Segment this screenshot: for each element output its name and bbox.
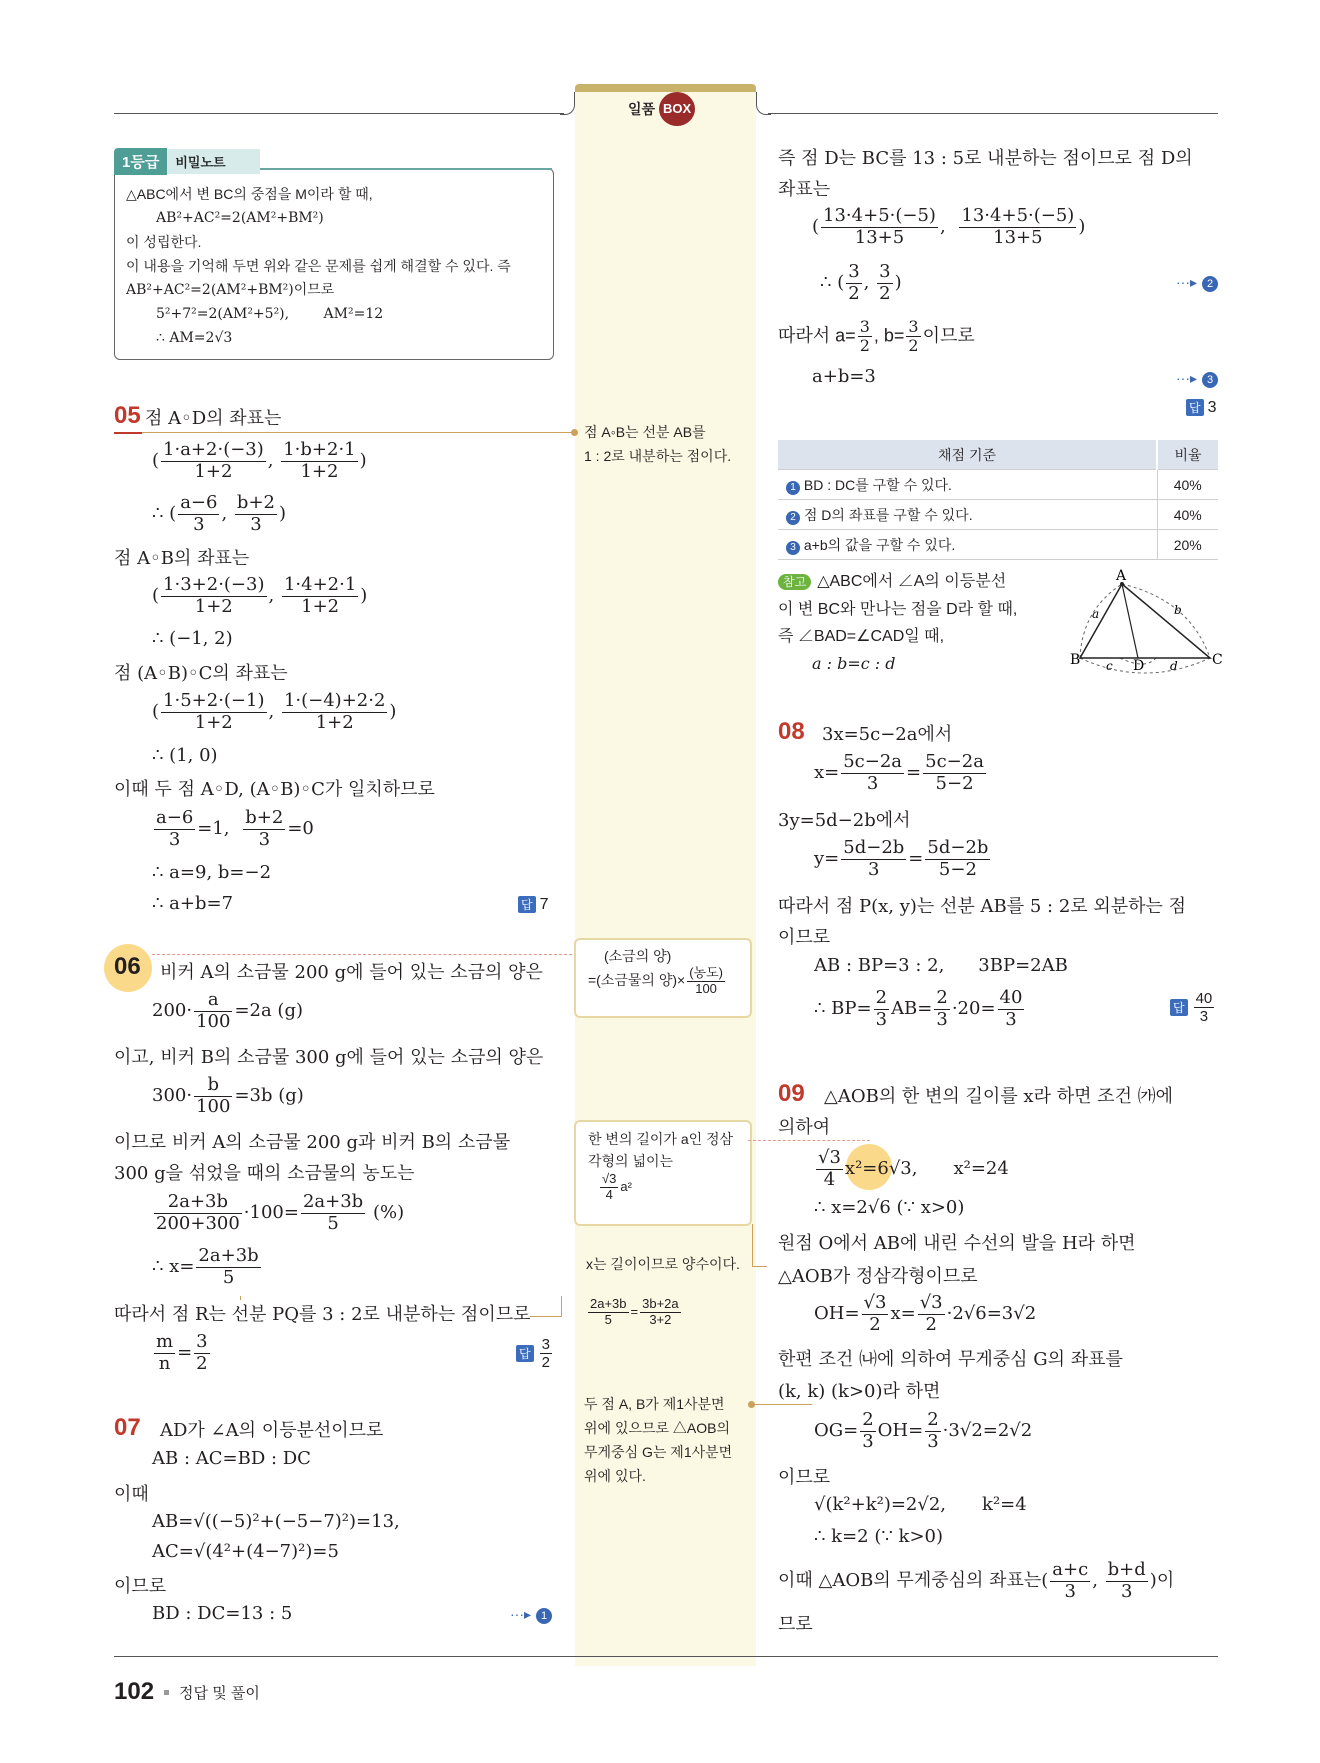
p06-formula-5 <box>152 1332 212 1374</box>
sidebar-box-2-l1: 한 변의 길이가 a인 정삼 <box>588 1131 734 1147</box>
r07-f2-d2: 2 <box>879 282 891 304</box>
p06-text-5: 따라서 점 R는 선분 PQ를 3 : 2로 내분하는 점이므로 <box>114 1300 530 1326</box>
p07-formula-3: AC=√(4²+(4−7)²)=5 <box>152 1541 339 1562</box>
p06-f2-a: 300· <box>152 1085 193 1107</box>
p06-f1-a: 200· <box>152 1000 193 1022</box>
answer-icon: 답 <box>518 896 536 913</box>
p08-answer <box>1170 990 1216 1026</box>
p09-t8-d2: 3 <box>1121 1580 1133 1602</box>
p06-f5-d1: n <box>158 1352 171 1374</box>
p09-f4-c: ·3√2=2√2 <box>942 1420 1033 1442</box>
reference-badge: 참고 <box>778 574 811 590</box>
p06-text-3: 이므로 비커 A의 소금물 200 g과 비커 B의 소금물 <box>114 1132 511 1153</box>
p08-f3-a: AB : BP=3 : 2, <box>814 955 945 976</box>
p06-f3-d2: 5 <box>327 1212 339 1234</box>
p08-f4-a: ∴ BP= <box>814 998 872 1020</box>
p05-formula-3: ( $\frac{1\cdot 3+2\cdot(-3)}{1+2}$ , $\frac{1\cdot 4+2\cdot 1}{1+2}$ ) <box>152 574 368 617</box>
p05-f5-n1: 1·5+2·(−1) <box>163 690 265 711</box>
p09-t8-n1: a+c <box>1052 1559 1089 1580</box>
r07-t3-a: 따라서 a= <box>778 325 856 346</box>
p05-f1-n2: 1·b+2·1 <box>283 439 356 460</box>
box-header <box>628 92 695 126</box>
p09-formula-6: ∴ k=2 (∵ k>0) <box>814 1526 943 1547</box>
p09-text-5: 한편 조건 ㈏에 의하여 무게중심 G의 좌표를 <box>778 1349 1123 1370</box>
p09-t8-d1: 3 <box>1064 1580 1076 1602</box>
r07-f2-a: ∴ <box>820 272 832 294</box>
p08-answer-d: 3 <box>1199 1008 1209 1026</box>
r07-f1-n1: 13·4+5·(−5) <box>823 205 936 226</box>
score-row <box>778 530 1218 560</box>
p06-formula-4 <box>152 1246 263 1288</box>
p09-f3-n2: √3 <box>919 1292 943 1313</box>
p05-f3-d1: 1+2 <box>194 595 233 617</box>
p09-text-8: 이때 △AOB의 무게중심의 좌표는( $\frac{a+c}{3}$ , $\frac{b+d}{3}$ )이 <box>778 1559 1175 1602</box>
sidebar-note-4-l1: 두 점 A, B가 제1사분면 <box>584 1396 725 1412</box>
p06-answer-n: 3 <box>541 1336 550 1353</box>
score-row <box>778 500 1218 530</box>
p08-f4-d1: 3 <box>875 1008 888 1030</box>
p08-f2-d1: 3 <box>868 858 880 880</box>
sidebar-note-4 <box>584 1392 752 1488</box>
r07-t3-d1: 2 <box>859 336 870 356</box>
r07-formula-1: ( $\frac{13\cdot 4+5\cdot(-5)}{13+5}$ , $\frac{13\cdot 4+5\cdot(-5)}{13+5}$ ) <box>812 205 1086 248</box>
secret-note-grade: 1등급 <box>114 148 167 175</box>
p09-text-4: △AOB가 정삼각형이므로 <box>778 1266 978 1287</box>
r07-formula-2: ∴ ( $\frac{3}{2}$ , $\frac{3}{2}$ ) <box>820 261 902 304</box>
p05-f7-r1: =1, <box>197 818 230 840</box>
reference-line-3: 즉 ∠BAD=∠CAD일 때, <box>778 628 945 645</box>
p09-formula-4 <box>814 1410 1032 1452</box>
p06-f3-m: ·100= <box>243 1202 299 1224</box>
sidebar-box-1-l1: (소금의 양) <box>604 948 672 964</box>
p09-text-6: (k, k) (k>0)라 하면 <box>778 1381 941 1402</box>
r07-f2-n2: 3 <box>879 261 891 282</box>
p09-f5-b: k²=4 <box>982 1494 1027 1515</box>
p08-text-3: 따라서 점 P(x, y)는 선분 AB를 5 : 2로 외분하는 점 <box>778 896 1187 917</box>
p08-f2-n1: 5d−2b <box>843 837 905 858</box>
p06-formula-2 <box>152 1075 304 1117</box>
p08-f1-d2: 5−2 <box>935 772 974 794</box>
r07-f2-d1: 2 <box>848 282 860 304</box>
p08-f1-n1: 5c−2a <box>843 751 903 772</box>
p07-text-1 <box>160 1416 383 1442</box>
p07-text-3: 이므로 <box>114 1576 167 1597</box>
secret-note-line3: 이 내용을 기억해 두면 위와 같은 문제를 쉽게 해결할 수 있다. 즉 <box>126 258 511 274</box>
problem-05-intro: 점 A◦D의 좌표는 <box>145 408 282 429</box>
p06-text-4: 300 g을 섞었을 때의 소금물의 농도는 <box>114 1163 415 1184</box>
p08-f4-d2: 3 <box>936 1008 948 1030</box>
footer-label: 정답 및 풀이 <box>179 1684 260 1702</box>
sidebar-note-4-dot <box>748 1401 755 1408</box>
footer-rule <box>114 1656 1218 1657</box>
p09-f5-a: √(k²+k²)=2√2, <box>814 1494 947 1515</box>
answer-icon: 답 <box>1170 999 1188 1016</box>
score-header-ratio: 비율 <box>1157 440 1218 470</box>
r07-marker-2 <box>1176 272 1218 292</box>
sidebar-box-1-den: 100 <box>695 980 717 996</box>
p06-f1-b: =2a (g) <box>234 1000 303 1022</box>
p09-f1-a: x²=6√3, <box>844 1158 918 1180</box>
problem-05-connector <box>142 432 574 433</box>
problem-09-number: 09 <box>778 1080 805 1107</box>
r07-t3-n1: 3 <box>859 317 870 336</box>
p07-formula-2: AB=√((−5)²+(−5−7)²)=13, <box>152 1511 400 1532</box>
p09-f4-d1: 3 <box>862 1430 874 1452</box>
figure-label-A: A <box>1116 568 1127 584</box>
secret-note-badge <box>114 148 260 175</box>
sidebar-box-2-den: 4 <box>605 1186 613 1202</box>
p08-f2-d2: 5−2 <box>938 858 977 880</box>
p05-text-4: 이때 두 점 A◦D, (A◦B)◦C가 일치하므로 <box>114 779 435 800</box>
p05-answer <box>518 896 549 914</box>
p05-f7-r2: =0 <box>287 818 314 840</box>
p09-formula-1 <box>814 1148 1009 1190</box>
p06-answer <box>516 1336 554 1372</box>
p05-f2-d2: 3 <box>250 513 262 535</box>
p06-f4-n: 2a+3b <box>198 1245 259 1266</box>
sidebar-note-1-l1: 점 A◦B는 선분 AB를 <box>584 424 706 440</box>
figure-label-a: a <box>1092 607 1100 621</box>
p09-f4-b: OH= <box>877 1420 924 1442</box>
p07-formula-1: AB : AC=BD : DC <box>152 1448 311 1469</box>
sidebar-note-3-n2: 3b+2a <box>642 1296 679 1311</box>
p06-f5-n1: m <box>156 1331 174 1352</box>
p06-f3-n1: 2a+3b <box>154 1192 242 1214</box>
r07-t3-d2: 2 <box>908 336 919 356</box>
p09-t8-b: 이 <box>1156 1570 1175 1592</box>
p05-formula-2: ∴ ( $\frac{a-6}{3}$ , $\frac{b+2}{3}$ ) <box>152 492 287 535</box>
p05-f2-d1: 3 <box>193 513 205 535</box>
p05-f3-n2: 1·4+2·1 <box>283 574 357 595</box>
p07-marker <box>510 1604 552 1624</box>
p08-f4-n2: 2 <box>936 987 948 1008</box>
r07-text-2: 좌표는 <box>778 179 831 200</box>
sidebar-note-1-l2: 1 : 2로 내분하는 점이다. <box>584 448 732 464</box>
p05-f3-d2: 1+2 <box>301 595 340 617</box>
p08-formula-4 <box>814 988 1026 1030</box>
p05-f5-d1: 1+2 <box>194 711 233 733</box>
p08-formula-3 <box>814 955 1068 976</box>
secret-note-formula3b: AM²=12 <box>323 306 384 322</box>
p06-f2-d: 100 <box>196 1095 231 1117</box>
p08-answer-n: 40 <box>1195 990 1213 1007</box>
p08-text-1: 3x=5c−2a에서 <box>822 724 953 745</box>
p07-formula-4: BD : DC=13 : 5 <box>152 1603 293 1624</box>
r07-answer <box>1186 399 1217 417</box>
r07-answer-value: 3 <box>1207 399 1217 416</box>
problem-08-number: 08 <box>778 718 805 745</box>
p09-f1-d: 4 <box>823 1168 836 1190</box>
p09-f4-n1: 2 <box>862 1409 874 1430</box>
p05-f2-n1: a−6 <box>180 492 218 513</box>
p09-f3-a: OH= <box>814 1303 860 1325</box>
p06-f2-n: b <box>194 1075 232 1097</box>
sidebar-note-1 <box>584 420 752 468</box>
p05-formula-7 <box>152 808 314 850</box>
sidebar-note-4-l2: 위에 있으므로 △AOB의 <box>584 1420 731 1436</box>
figure-label-b: b <box>1174 603 1182 617</box>
p05-formula-1: ( $\frac{1\cdot a+2\cdot(-3)}{1+2}$ , $\frac{1\cdot b+2\cdot 1}{1+2}$ ) <box>152 439 367 482</box>
sidebar-note-4-l4: 위에 있다. <box>584 1468 646 1484</box>
p08-f1-n2: 5c−2a <box>925 751 984 772</box>
r07-t3-b: , b= <box>873 325 905 346</box>
score-row-1-no: 1 <box>786 481 800 495</box>
score-table-header <box>778 440 1218 470</box>
answer-icon: 답 <box>1186 399 1204 416</box>
secret-note-label: 비밀노트 <box>167 149 259 174</box>
p09-text-7: 이므로 <box>778 1467 831 1488</box>
p09-text-3: 원점 O에서 AB에 내린 수선의 발을 H라 하면 <box>778 1233 1136 1254</box>
header-rule-left <box>114 113 564 114</box>
p08-text-2: 3y=5d−2b에서 <box>778 810 911 831</box>
figure-label-C: C <box>1212 652 1223 668</box>
p09-text-1: △AOB의 한 변의 길이를 x라 하면 조건 ㈎에 <box>824 1086 1174 1107</box>
r07-text-3 <box>778 318 975 356</box>
p05-f5-n2: 1·(−4)+2·2 <box>283 690 386 711</box>
p05-answer-value: 7 <box>539 896 549 913</box>
figure-label-B: B <box>1070 652 1081 668</box>
r07-marker-3-circle: 3 <box>1202 372 1218 388</box>
sidebar-note-2: x는 길이이므로 양수이다. <box>586 1256 740 1272</box>
r07-text-1: 즉 점 D는 BC를 13 : 5로 내분하는 점이므로 점 D의 <box>778 148 1193 169</box>
sidebar-note-3-n1: 2a+3b <box>590 1296 627 1311</box>
leader-dots-icon: ···▸ <box>510 1606 532 1622</box>
p06-f3-n2: 2a+3b <box>302 1191 364 1212</box>
score-row-3-text: a+b의 값을 구할 수 있다. <box>803 536 956 553</box>
p08-formula-2: y= $\frac{5d-2b}{3}$ = $\frac{5d-2b}{5-2}$ <box>814 837 989 880</box>
p06-formula-1 <box>152 990 303 1032</box>
p09-f3-d1: 2 <box>869 1313 881 1335</box>
p05-f1-d1: 1+2 <box>194 460 233 482</box>
p09-f3-b: x= <box>890 1303 916 1325</box>
p06-answer-d: 2 <box>541 1354 550 1372</box>
p05-text-3: 점 (A◦B)◦C의 좌표는 <box>114 663 288 684</box>
sidebar-note-3-d2: 3+2 <box>649 1311 672 1327</box>
p05-f7-d2: 3 <box>258 828 271 850</box>
r07-f1-d2: 13+5 <box>993 226 1043 248</box>
leader-dots-icon: ···▸ <box>1176 274 1198 290</box>
footer <box>114 1678 260 1706</box>
header-rule-right <box>768 113 1218 114</box>
secret-note-formula2: AB²+AC²=2(AM²+BM²)이므로 <box>126 282 335 298</box>
p08-f4-c: ·20= <box>951 998 996 1020</box>
problem-06-dashed-rule <box>152 954 572 955</box>
sidebar-note-3-d1: 5 <box>604 1311 612 1327</box>
p05-f7-n2: b+2 <box>245 807 284 828</box>
figure-label-D: D <box>1133 658 1145 674</box>
r07-f1-n2: 13·4+5·(−5) <box>961 205 1075 226</box>
p09-f1-n: √3 <box>818 1147 841 1168</box>
sidebar-box-2-l2: 각형의 넓이는 <box>588 1153 674 1169</box>
p08-f1-d1: 3 <box>866 772 879 794</box>
sidebar-box-2 <box>574 1120 752 1226</box>
sidebar-top-bar <box>575 84 756 92</box>
p08-f3-b: 3BP=2AB <box>978 955 1068 976</box>
p08-f4-n3: 40 <box>999 987 1023 1008</box>
score-row-2-ratio: 40% <box>1157 500 1218 530</box>
p08-f4-b: AB= <box>891 998 933 1020</box>
p09-formula-3 <box>814 1293 1036 1335</box>
p05-formula-8: ∴ a=9, b=−2 <box>152 862 272 883</box>
secret-note-content <box>126 182 511 350</box>
p09-f4-a: OG= <box>814 1420 859 1442</box>
reference-line-4: a : b=c : d <box>812 654 896 673</box>
score-row-2-text: 점 D의 좌표를 구할 수 있다. <box>803 506 973 523</box>
leader-dots-icon: ···▸ <box>1176 370 1198 386</box>
sidebar-box-2-formula <box>576 1172 750 1203</box>
p09-text-9: 므로 <box>778 1614 813 1635</box>
p06-f2-b: =3b (g) <box>234 1085 304 1107</box>
sidebar-note-3: $\frac{2a+3b}{5}$ = $\frac{3b+2a}{3+2}$ <box>590 1296 679 1327</box>
sidebar-note-2-connector <box>752 1224 767 1267</box>
p05-f3-n1: 1·3+2·(−3) <box>163 574 265 595</box>
p06-formula-3 <box>152 1192 404 1234</box>
score-row-1-text: BD : DC를 구할 수 있다. <box>803 476 952 493</box>
secret-note-line1: △ABC에서 변 BC의 중점을 M이라 할 때, <box>126 186 373 202</box>
p08-text-4: 이므로 <box>778 927 831 948</box>
footer-bullet-icon <box>164 1690 169 1695</box>
header-rule-curve-left <box>560 92 575 115</box>
p05-text-2: 점 A◦B의 좌표는 <box>114 548 250 569</box>
p06-f4-a: ∴ x= <box>152 1256 195 1278</box>
p07-marker-circle: 1 <box>536 1608 552 1624</box>
r07-t3-c: 이므로 <box>922 325 975 346</box>
sidebar-note-4-l3: 무게중심 G는 제1사분면 <box>584 1444 733 1460</box>
p06-f5-d2: 2 <box>196 1352 208 1374</box>
sidebar-box-1-num: (농도) <box>689 965 723 980</box>
secret-note-formula1: AB²+AC²=2(AM²+BM²) <box>156 210 324 226</box>
p05-f1-n1: 1·a+2·(−3) <box>163 439 264 460</box>
p07-text-1-value: AD가 ∠A의 이등분선이므로 <box>160 1420 384 1441</box>
p05-f7-n1: a−6 <box>156 807 194 828</box>
reference-line-2: 이 변 BC와 만나는 점을 D라 할 때, <box>778 601 1018 618</box>
header-rule-curve-right <box>756 92 771 115</box>
p06-f3-d1: 200+300 <box>156 1212 240 1234</box>
problem-07-number: 07 <box>114 1414 141 1441</box>
box-header-label: 일품 <box>628 101 656 117</box>
problem-06-number: 06 <box>114 953 141 980</box>
reference-line-1: △ABC에서 ∠A의 이등분선 <box>817 573 1007 590</box>
score-row-3-ratio: 20% <box>1157 530 1218 560</box>
score-row-1-ratio: 40% <box>1157 470 1218 500</box>
problem-05-connector-dot <box>571 429 578 436</box>
p05-f1-d2: 1+2 <box>300 460 339 482</box>
page-number: 102 <box>114 1678 155 1705</box>
r07-marker-3 <box>1176 368 1218 388</box>
p09-f4-d2: 3 <box>927 1430 939 1452</box>
problem-05-number: 05 <box>114 402 141 429</box>
p06-f3-r: (%) <box>372 1202 405 1224</box>
r07-t3-n2: 3 <box>908 317 919 336</box>
sidebar-box-2-tail: a² <box>620 1178 632 1194</box>
p08-f2-a: y= <box>814 848 840 870</box>
p05-formula-9: ∴ a+b=7 <box>152 893 234 914</box>
r07-formula-3: a+b=3 <box>812 366 876 387</box>
p08-f4-n1: 2 <box>875 987 888 1008</box>
sidebar-box-2-num: √3 <box>602 1171 617 1186</box>
p05-formula-4: ∴ (−1, 2) <box>152 628 233 649</box>
score-row <box>778 470 1218 500</box>
p09-f3-d2: 2 <box>925 1313 937 1335</box>
p09-text-2: 의하여 <box>778 1117 831 1138</box>
r07-f2-n1: 3 <box>848 261 860 282</box>
p09-f3-n1: √3 <box>863 1292 887 1313</box>
p08-f1-a: x= <box>814 762 840 784</box>
score-row-3-no: 3 <box>786 541 800 555</box>
p08-f2-n2: 5d−2b <box>927 837 989 858</box>
p05-f7-d1: 3 <box>168 828 181 850</box>
p09-formula-5 <box>814 1494 1027 1515</box>
angle-bisector-figure <box>1070 568 1223 674</box>
reference-note <box>778 568 1017 677</box>
p06-text-1: 비커 A의 소금물 200 g에 들어 있는 소금의 양은 <box>160 962 543 983</box>
secret-note-formula4: ∴ AM=2√3 <box>156 330 233 346</box>
p05-formula-5: ( $\frac{1\cdot 5+2\cdot(-1)}{1+2}$ , $\frac{1\cdot(-4)+2\cdot 2}{1+2}$ ) <box>152 690 397 733</box>
p06-text-2: 이고, 비커 B의 소금물 300 g에 들어 있는 소금의 양은 <box>114 1047 544 1068</box>
p09-formula-2: ∴ x=2√6 (∵ x>0) <box>814 1197 965 1218</box>
figure-label-c: c <box>1106 659 1113 673</box>
p06-f4-d: 5 <box>222 1266 235 1288</box>
p09-t8-a: 이때 △AOB의 무게중심의 좌표는 <box>778 1570 1042 1592</box>
score-header-criteria: 채점 기준 <box>778 440 1157 470</box>
score-table <box>778 440 1218 560</box>
p08-formula-1: x= $\frac{5c-2a}{3}$ = $\frac{5c-2a}{5-2}$ <box>814 751 984 794</box>
p06-f5-n2: 3 <box>196 1331 208 1352</box>
p08-f4-d3: 3 <box>1005 1008 1017 1030</box>
sidebar-box-1-l2: =(소금물의 양)× <box>588 972 686 989</box>
p05-f5-d2: 1+2 <box>315 711 354 733</box>
figure-label-d: d <box>1170 659 1178 673</box>
secret-note-formula3a: 5²+7²=2(AM²+5²), <box>156 306 290 322</box>
sidebar-box-1-row <box>576 966 750 997</box>
p09-f1-b: x²=24 <box>953 1158 1009 1180</box>
box-header-badge: BOX <box>659 92 695 126</box>
p05-formula-6: ∴ (1, 0) <box>152 745 218 766</box>
sidebar-note-4-connector <box>752 1404 812 1405</box>
p06-f1-n: a <box>194 990 232 1012</box>
secret-note-formula3 <box>126 302 511 326</box>
p05-f2-n2: b+2 <box>236 492 275 513</box>
p09-t8-n2: b+d <box>1107 1559 1146 1580</box>
secret-note-line2: 이 성립한다. <box>126 234 202 250</box>
p09-f4-n2: 2 <box>927 1409 939 1430</box>
r07-f1-d1: 13+5 <box>854 226 905 248</box>
sidebar-box-1 <box>574 938 752 1018</box>
sidebar-box-2-connector <box>748 1140 870 1141</box>
problem-05-underline <box>114 432 142 434</box>
p06-f1-d: 100 <box>196 1010 231 1032</box>
p06-f5-m: = <box>177 1342 193 1364</box>
r07-marker-2-circle: 2 <box>1202 276 1218 292</box>
answer-icon: 답 <box>516 1345 534 1362</box>
p07-text-2: 이때 <box>114 1484 149 1505</box>
p09-f3-c: ·2√6=3√2 <box>946 1303 1037 1325</box>
score-row-2-no: 2 <box>786 511 800 525</box>
